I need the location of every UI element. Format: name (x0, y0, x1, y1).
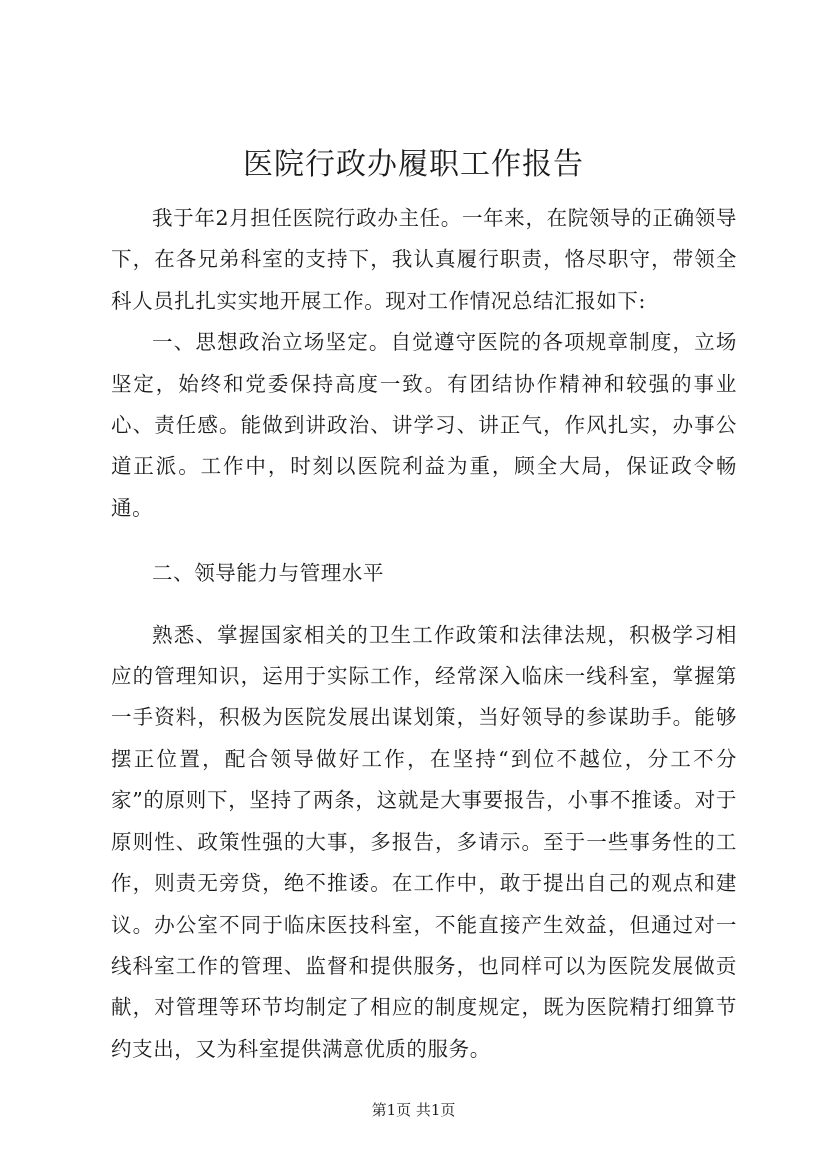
section2-heading: 二、领导能力与管理水平 (152, 561, 385, 586)
document-title: 医院行政办履职工作报告 (243, 147, 584, 182)
page-footer: 第1页 共1页 (371, 1101, 456, 1119)
paragraph-intro: 我于年2月担任医院行政办主任。一年来，在院领导的正确领导下，在各兄弟科室的支持下，我认真履行职责，恪尽职守，带领全科人员扎扎实实地开展工作。现对工作情况总结汇报如下: (111, 206, 737, 313)
paragraph-section1: 一、思想政治立场坚定。自觉遵守医院的各项规章制度，立场坚定，始终和党委保持高度一致。有团结协作精神和较强的事业心、责任感。能做到讲政治、讲学习、讲正气，作风扎实，办事公道正派。工作中，时刻以医院利益为重，顾全大局，保证政令畅通。 (111, 330, 737, 520)
paragraph-section2: 熟悉、掌握国家相关的卫生工作政策和法律法规，积极学习相应的管理知识，运用于实际工作，经常深入临床一线科室，掌握第一手资料，积极为医院发展出谋划策，当好领导的参谋助手。能够摆正位置，配合领导做好工作，在坚持“到位不越位，分工不分家”的原则下，坚持了两条，这就是大事要报告，小事不推诿。对于原则性、政策性强的大事，多报告，多请示。至于一些事务性的工作，则责无旁贷，绝不推诿。在工作中，敢于提出自己的观点和建议。办公室不同于临床医技科室，不能直接产生效益，但通过对一线科室工作的管理、监督和提供服务，也同样可以为医院发展做贡献，对管理等环节均制定了相应的制度规定，既为医院精打细算节约支出，又为科室提供满意优质的服务。 (111, 622, 737, 1061)
document-body (111, 198, 737, 1070)
